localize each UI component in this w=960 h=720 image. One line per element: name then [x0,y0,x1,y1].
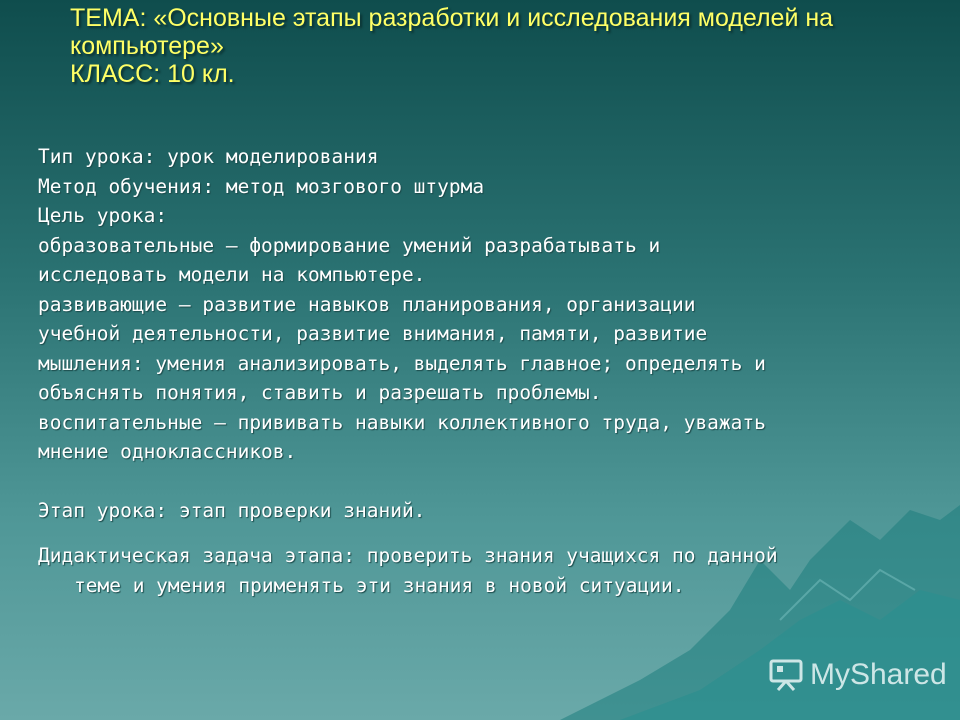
educational-goal-continuation: исследовать модели на компьютере. [38,263,426,286]
lesson-goal-heading: Цель урока: [38,204,168,227]
watermark-text: MyShared [810,658,947,691]
lesson-description [38,142,938,600]
developmental-goal-continuation-3: объяснять понятия, ставить и разрешать проблемы. [38,381,602,404]
didactic-task-continuation: теме и умения применять эти знания в новой ситуации. [74,573,685,597]
slide-title [70,4,930,88]
title-topic-continuation: компьютере» [70,32,224,60]
didactic-task: Дидактическая задача этапа: проверить знания учащихся по данной [38,544,778,567]
educational-goal: образовательные – формирование умений разрабатывать и [38,233,661,257]
developmental-goal-continuation-1: учебной деятельности, развитие внимания, памяти, развитие [38,322,708,345]
developmental-goal: развивающие – развитие навыков планирования, организации [38,292,696,316]
developmental-goal-continuation-2: мышления: умения анализировать, выделять главное; определять и [38,351,766,375]
upbringing-goal-continuation: мнение одноклассников. [38,440,297,463]
title-topic-line: ТЕМА: «Основные этапы разработки и исследования моделей на [70,4,834,32]
title-class: КЛАСС: 10 кл. [70,60,235,88]
lesson-type: Тип урока: урок моделирования [38,145,379,168]
teaching-method: Метод обучения: метод мозгового штурма [38,174,485,198]
watermark-logo [768,655,947,695]
upbringing-goal: воспитательные – прививать навыки коллективного труда, уважать [38,410,766,434]
presentation-board-icon [768,658,804,692]
lesson-stage: Этап урока: этап проверки знаний. [38,498,426,522]
